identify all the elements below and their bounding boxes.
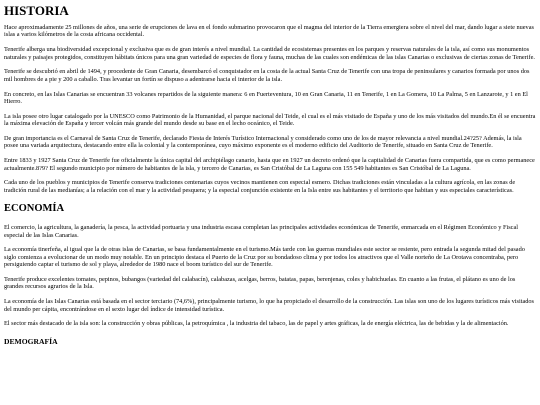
paragraph: Tenerife alberga una biodiversidad excepcional y exclusiva que es de gran interés a nivel mundial. La cantidad de ecosistemas presentes en los parques y reservas naturales de la isla, así como sus monumentos naturales y paisajes protegidos, constituyen hábitats únicos para una gran variedad de especies de flora y fauna, muchas de las cuales son endémicas de las islas Canarias o exclusivas de ciertas zonas de Tenerife. xyxy=(4,46,535,61)
paragraph: La economía tinerfeña, al igual que la de otras islas de Canarias, se basa fundamentalmente en el turismo.Más tarde con las guerras mundiales este sector se resiente, pero entrada la segunda mitad del pasado siglo comienza a evolucionar de un modo muy notable. En un principio destaca el Puerto de la Cruz por su bondadoso clima y por todos los atractivos que el Valle norteño de La Orotava concentraba, pero persiguiendo captar el turismo de sol y playa, alrededor de 1980 nace el boom turístico del sur de Tenerife. xyxy=(4,246,525,269)
section-demografia xyxy=(4,337,536,346)
heading-demografia: DEMOGRAFÍA xyxy=(4,336,58,346)
paragraph: La isla posee otro lugar catalogado por la UNESCO como Patrimonio de la Humanidad, el parque nacional del Teide, el cual es el más visitado de España y uno de los más visitados del mundo.En él se encuentra la máxima elevación de España y tercer volcán más grande del mundo desde su base en el lecho oceánico, el Teide. xyxy=(4,112,536,128)
paragraph: En concreto, en las Islas Canarias se encuentran 33 volcanes repartidos de la siguiente manera: 6 en Fuerteventura, 10 en Gran Canaria, 11 en Tenerife, 1 en La Gomera, 10 La Palma, 5 en Lanzarote, y 1 en El Hierro. xyxy=(4,90,528,106)
paragraph: Cada uno de los pueblos y municipios de Tenerife conserva tradiciones centenarias cuyos vecinos mantienen con especial esmero. Dichas tradiciones están vinculadas a la cultura agrícola, en las zonas de tradición rural de las medianías; a la relación con el mar y la actividad pesquera; y la especial conjunción existente en la Isla entre sus habitantes y el territorio que habitan y sus especiales características. xyxy=(4,179,516,194)
paragraph: El sector más destacado de la isla son: la construcción y obras públicas, la petroquímica , la industria del tabaco, las de papel y artes gráficas, la de energía eléctrica, las de bebidas y la de alimentación. xyxy=(4,320,509,328)
section-historia xyxy=(4,3,536,194)
section-economia xyxy=(4,203,536,328)
heading-economia: ECONOMÍA xyxy=(4,203,65,215)
paragraph: De gran importancia es el Carnaval de Santa Cruz de Tenerife, declarado Fiesta de Interés Turístico Internacional y considerado como uno de los de mayor relevancia a nivel mundial.24?25? Además, la isla posee una variada arquitectura, destacando entre ella la colonial y la contemporánea, cuyo máximo exponente es el moderno edificio del Auditorio de Tenerife, situado en Santa Cruz de Tenerife. xyxy=(4,135,522,150)
paragraph: Hace aproximadamente 25 millones de años, una serie de erupciones de lava en el fondo submarino provocaron que el magma del interior de la Tierra emergiera sobre el nivel del mar, dando lugar a siete nuevas islas a varios kilómetros de la costa africana occidental. xyxy=(4,24,534,39)
paragraph: El comercio, la agricultura, la ganadería, la pesca, la actividad portuaria y una industria escasa completan las principales actividades económicas de Tenerife, enmarcada en el Régimen Económico y Fiscal especial de las Islas Canarias. xyxy=(4,224,518,239)
paragraph: Tenerife produce excelentes tomates, pepinos, bubangos (variedad del calabacín), calabazas, acelgas, berros, batatas, papas, berenjenas, coles y habichuelas. En cuanto a las frutas, el plátano es uno de los grandes recursos agrarios de la Isla. xyxy=(4,276,516,291)
paragraph: Tenerife se descubrió en abril de 1494, y procedente de Gran Canaria, desembarcó el conquistador en la costa de la actual Santa Cruz de Tenerife con una tropa de peninsulares y canarios formada por unos dos mil hombres de a pie y 200 a caballo. Tras levantar un fortín se dispuso a adentrarse hacia el interior de la isla. xyxy=(4,68,530,83)
paragraph: Entre 1833 y 1927 Santa Cruz de Tenerife fue oficialmente la única capital del archipiélago canario, hasta que en 1927 un decreto ordenó que la capitalidad de Canarias fuera compartida, que es como permanece actualmente.8?9? El segundo municipio por número de habitantes de la isla, y tercero de Canarias, es San Cristóbal de La Laguna con 155 549 habitantes es San Cristóbal de La Laguna. xyxy=(4,157,535,172)
paragraph: La economía de las Islas Canarias está basada en el sector terciario (74,6%), principalmente turismo, lo que ha propiciado el desarrollo de la construcción. Las islas son uno de los lugares turísticos más visitados del mundo per cápita, encontrándose en el sexto lugar del índice de intensidad turística. xyxy=(4,298,535,313)
heading-historia: HISTORIA xyxy=(4,3,69,18)
